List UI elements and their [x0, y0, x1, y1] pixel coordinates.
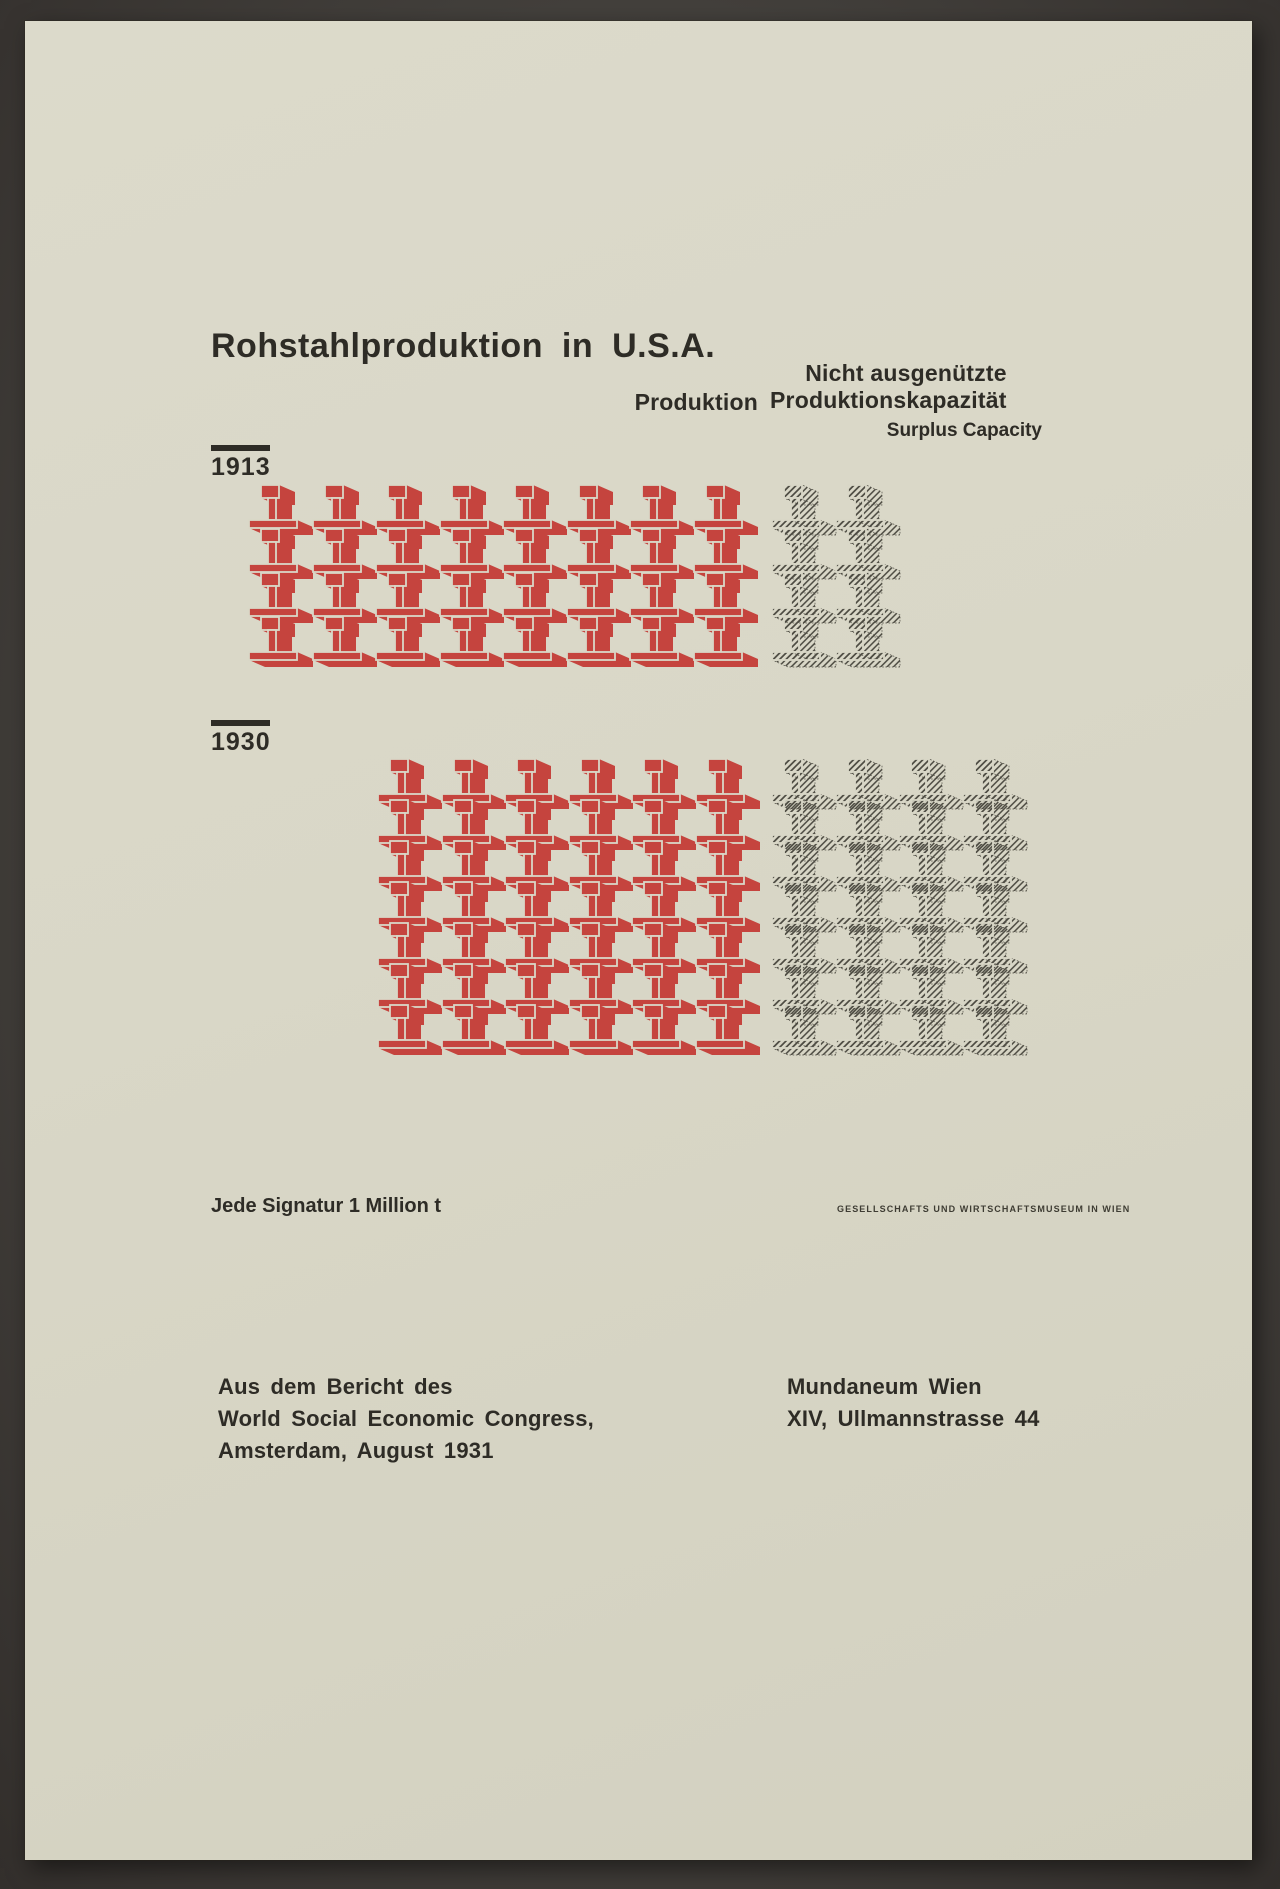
steel-rail-symbol — [834, 615, 912, 669]
year-label-1930: 1930 — [211, 728, 271, 756]
year-label-1913: 1913 — [211, 453, 271, 481]
column-header-surplus — [770, 360, 1042, 442]
year-rule-1930 — [211, 720, 270, 726]
steel-rail-symbol — [692, 615, 770, 669]
source-line: Aus dem Bericht des — [218, 1374, 453, 1399]
poster-title: Rohstahlproduktion in U.S.A. — [211, 327, 716, 365]
source-line: Amsterdam, August 1931 — [218, 1438, 494, 1463]
source-line: World Social Economic Congress, — [218, 1406, 594, 1431]
source-note — [218, 1371, 594, 1467]
steel-rail-symbol — [961, 1003, 1039, 1057]
address-line: XIV, Ullmannstrasse 44 — [787, 1406, 1040, 1431]
surplus-header-line2: Produktionskapazität — [770, 387, 1007, 413]
steel-rail-symbol — [694, 1003, 772, 1057]
publisher-address — [787, 1371, 1040, 1435]
surplus-header-line3: Surplus Capacity — [886, 420, 1042, 441]
poster-sheet — [25, 21, 1252, 1860]
legend-unit: Jede Signatur 1 Million t — [211, 1195, 442, 1217]
address-line: Mundaneum Wien — [787, 1374, 982, 1399]
year-rule-1913 — [211, 445, 270, 451]
surplus-header-line1: Nicht ausgenützte — [805, 360, 1007, 386]
museum-credit: GESELLSCHAFTS UND WIRTSCHAFTSMUSEUM IN WIEN — [837, 1204, 1131, 1214]
column-header-production: Produktion — [634, 389, 758, 415]
